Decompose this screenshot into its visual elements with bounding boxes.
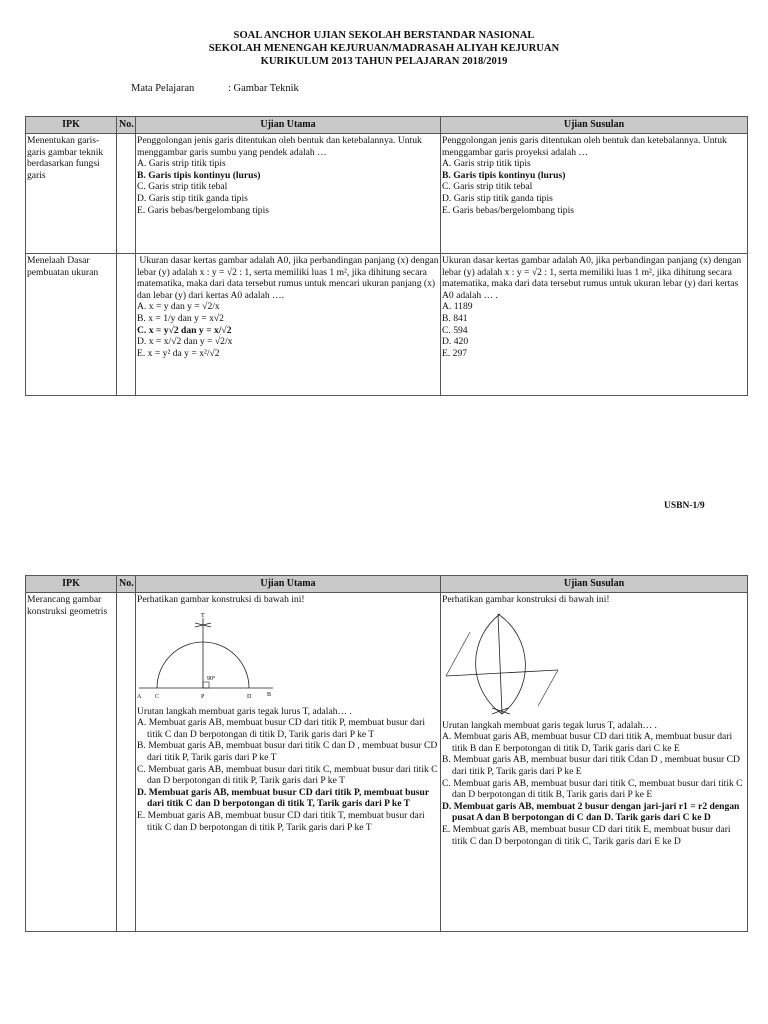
question-stem: Penggolongan jenis garis ditentukan oleh bentuk dan ketebalannya. Untuk menggambar garis sumbu yang pendek adalah …	[137, 135, 422, 158]
utama-cell	[136, 134, 441, 254]
susulan-cell	[441, 254, 748, 396]
table-row	[26, 593, 748, 932]
header-line-2: SEKOLAH MENENGAH KEJURUAN/MADRASAH ALIYAH KEJURUAN	[208, 43, 560, 54]
option-e: E. Membuat garis AB, membuat busur CD dari titik T, membuat busur dari titik C dan D berpotongan di titik P, Tarik garis dari P ke T	[137, 809, 425, 833]
question-stem: Perhatikan gambar konstruksi di bawah ini!	[137, 594, 305, 605]
option-b: B. x = 1/y dan y = x√2	[137, 312, 224, 324]
column-header-susulan: Ujian Susulan	[441, 576, 748, 593]
column-header-utama: Ujian Utama	[136, 117, 441, 134]
subject-line	[131, 83, 299, 94]
option-c: C. Garis strip titik tebal	[137, 181, 228, 193]
document-header	[0, 29, 768, 68]
option-b: B. 841	[442, 312, 468, 324]
option-c: C. 594	[442, 324, 468, 336]
susulan-cell	[441, 593, 748, 932]
bisector-construction-figure	[442, 610, 562, 718]
subject-value: : Gambar Teknik	[228, 83, 299, 94]
option-b: B. Membuat garis AB, membuat busur dari titik Cdan D , membuat busur CD dari titik P, Tarik garis dari P ke E	[442, 754, 740, 777]
option-e: E. Garis bebas/bergelombang tipis	[137, 204, 269, 216]
option-a: A. Membuat garis AB, membuat busur CD dari titik P, membuat busur dari titik C dan D berpotongan di titik D, Tarik garis dari P ke T	[137, 717, 426, 740]
perpendicular-construction-figure	[137, 610, 277, 704]
question-table-1	[25, 116, 748, 396]
label-a: A	[137, 693, 142, 700]
table-header-row	[26, 576, 748, 593]
option-c-correct: C. x = y√2 dan y = x/√2	[137, 324, 232, 336]
option-b: B. Membuat garis AB, membuat busur dari titik C dan D , membuat busur CD dari titik P, Tarik garis dari P ke T	[137, 740, 438, 763]
option-d: D. 420	[442, 336, 469, 348]
right-angle-mark	[203, 682, 209, 688]
option-d: D. Garis stip titik ganda tipis	[137, 192, 248, 204]
option-a: A. Garis strip titik tipis	[137, 158, 226, 170]
label-p: P	[201, 693, 205, 700]
option-c: C. Garis strip titik tebal	[442, 181, 533, 193]
line-ab	[446, 670, 558, 676]
radius-line-1	[446, 632, 470, 676]
utama-cell	[136, 593, 441, 932]
arc-right	[498, 614, 525, 714]
question-stem: Ukuran dasar kertas gambar adalah A0, jika perbandingan panjang (x) dengan lebar (y) adalah x : y = √2 : 1, serta memiliki luas 1 m², jika dihitung secara matematika, maka dari data tersebut rumus untuk mencari ukuran panjang (x) dan lebar (y) dari kertas A0 adalah ….	[137, 255, 441, 301]
bisector-line	[498, 614, 502, 714]
number-cell	[117, 254, 136, 396]
question-text: Urutan langkah membuat garis tegak lurus T, adalah… .	[137, 705, 352, 717]
question-text: Urutan langkah membuat garis tegak lurus T, adalah… .	[442, 719, 657, 731]
utama-cell	[136, 254, 441, 396]
number-cell	[117, 593, 136, 932]
page-footer: USBN-1/9	[664, 501, 705, 511]
column-header-ipk: IPK	[26, 576, 117, 593]
option-e: E. x = y² da y = x²/√2	[137, 347, 220, 359]
option-d: D. x = x/√2 dan y = √2/x	[137, 336, 233, 348]
label-t: T	[201, 612, 205, 619]
table-row	[26, 254, 748, 396]
option-e: E. Garis bebas/bergelombang tipis	[442, 204, 574, 216]
option-d: D. Garis stip titik ganda tipis	[442, 192, 553, 204]
column-header-utama: Ujian Utama	[136, 576, 441, 593]
table-row	[26, 134, 748, 254]
header-line-3: KURIKULUM 2013 TAHUN PELAJARAN 2018/2019	[260, 56, 508, 67]
ipk-cell: Menentukan garis-garis gambar teknik berdasarkan fungsi garis	[26, 134, 117, 254]
column-header-susulan: Ujian Susulan	[441, 117, 748, 134]
option-e: E. Membuat garis AB, membuat busur CD dari titik E, membuat busur dari titik C dan D berpotongan di titik C, Tarik garis dari E ke D	[442, 823, 731, 847]
option-e: E. 297	[442, 347, 468, 359]
option-a: A. Garis strip titik tipis	[442, 158, 531, 170]
label-d: D	[247, 693, 252, 700]
option-a: A. Membuat garis AB, membuat busur CD dari titik A, membuat busur dari titik B dan E berpotongan di titik D, Tarik garis dari C ke E	[442, 731, 733, 754]
option-d-correct: D. Membuat garis AB, membuat 2 busur dengan jari-jari r1 = r2 dengan pusat A dan B berpotongan di C dan D. Tarik garis dari C ke D	[442, 800, 740, 824]
option-d-correct: D. Membuat garis AB, membuat busur CD dari titik P, membuat busur dari titik C dan D berpotongan di titik T, Tarik garis dari P ke T	[137, 786, 429, 810]
question-table-2	[25, 575, 748, 932]
question-stem: Perhatikan gambar konstruksi di bawah ini!	[442, 594, 610, 605]
arc-left	[476, 614, 502, 714]
ipk-cell: Merancang gambar konstruksi geometris	[26, 593, 117, 932]
option-b-correct: B. Garis tipis kontinyu (lurus)	[442, 169, 566, 181]
option-c: C. Membuat garis AB, membuat busur dari titik C, membuat busur dari titik C dan D berpotongan di titik B, Tarik garis dari P ke E	[442, 777, 743, 801]
option-a: A. 1189	[442, 301, 473, 313]
subject-label: Mata Pelajaran	[131, 83, 195, 94]
option-a: A. x = y dan y = √2/x	[137, 301, 220, 313]
option-b-correct: B. Garis tipis kontinyu (lurus)	[137, 169, 261, 181]
label-c: C	[155, 693, 160, 700]
susulan-cell	[441, 134, 748, 254]
question-stem: Ukuran dasar kertas gambar adalah A0, jika perbandingan panjang (x) dengan lebar (y) adalah x : y = √2 : 1, serta memiliki luas 1 m², jika dihitung secara matematika, maka dari data tersebut rumus untuk ukuran lebar (y) dari kertas A0 adalah … .	[442, 255, 742, 301]
question-stem: Penggolongan jenis garis ditentukan oleh bentuk dan ketebalannya. Untuk menggambar garis proyeksi adalah …	[442, 135, 727, 158]
column-header-no: No.	[117, 117, 136, 134]
label-b: B	[267, 691, 272, 698]
table-header-row	[26, 117, 748, 134]
header-line-1: SOAL ANCHOR UJIAN SEKOLAH BERSTANDAR NASIONAL	[233, 30, 535, 41]
column-header-no: No.	[117, 576, 136, 593]
radius-line-2	[538, 670, 558, 706]
number-cell	[117, 134, 136, 254]
label-90: 90°	[207, 675, 216, 682]
column-header-ipk: IPK	[26, 117, 117, 134]
ipk-cell: Menelaah Dasar pembuatan ukuran	[26, 254, 117, 396]
option-c: C. Membuat garis AB, membuat busur dari titik C, membuat busur dari titik C dan D berpotongan di titik P, Tarik garis dari P ke T	[137, 763, 438, 787]
